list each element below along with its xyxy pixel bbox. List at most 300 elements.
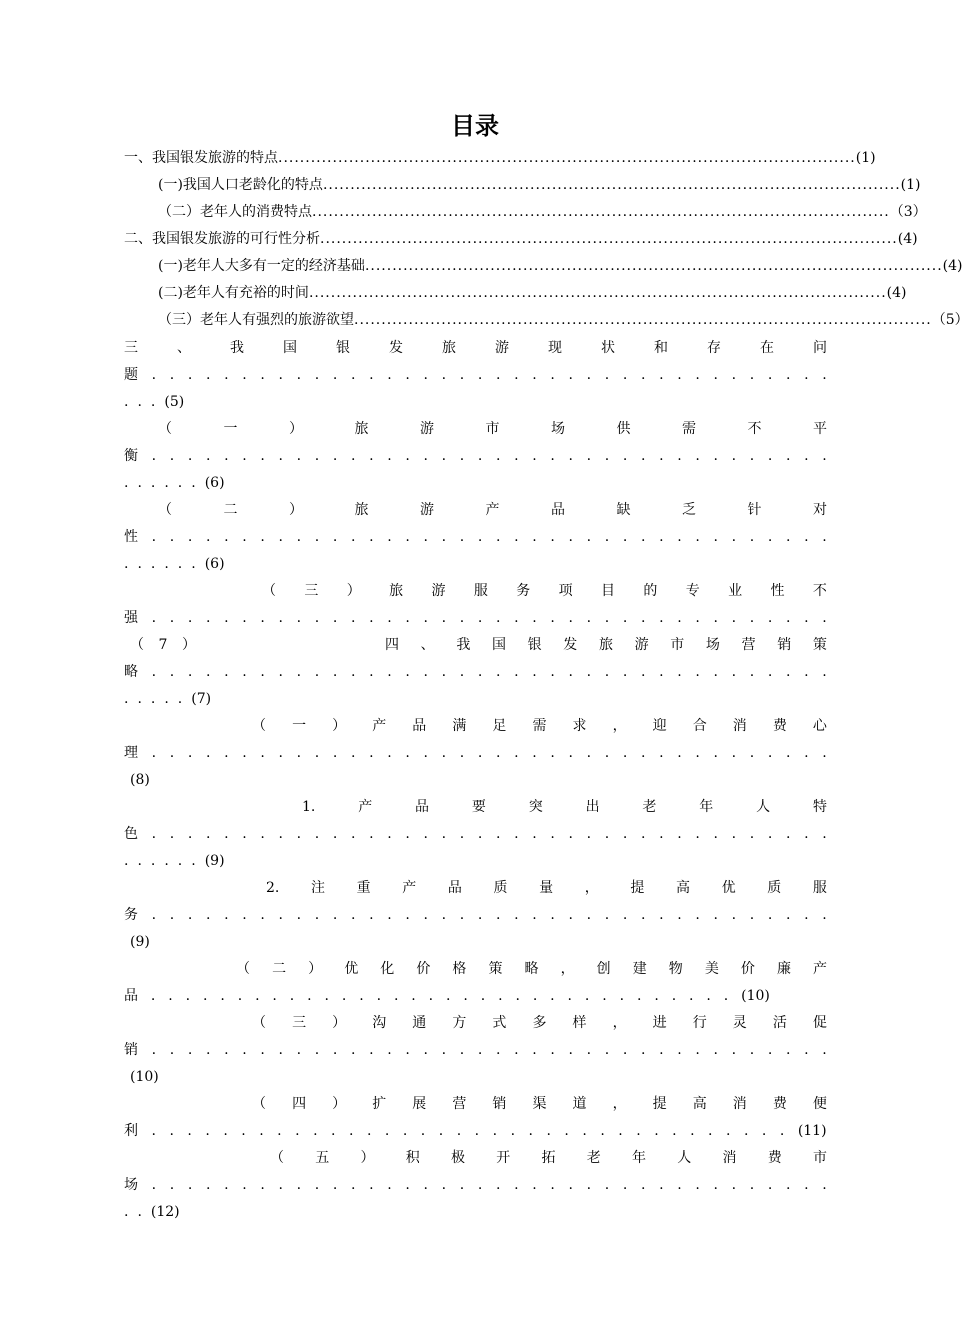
leader-dot: . (242, 448, 247, 464)
toc-entry-spread-line (236, 959, 827, 979)
leader-dot: . (169, 826, 175, 842)
leader-dot: . (278, 448, 283, 464)
toc-dotted-line (124, 824, 827, 844)
leader-dot: . (514, 826, 519, 842)
toc-entry-page: （5） (931, 312, 969, 328)
leader-dot: . (341, 988, 347, 1004)
leader-dot: . (641, 610, 646, 626)
toc-entry-page: (1) (900, 177, 921, 193)
leader-dot: . (202, 988, 208, 1004)
toc-dotted-line (124, 392, 184, 412)
leader-dot: . (260, 826, 265, 842)
leader-dot: . (496, 1177, 501, 1193)
leader-dot: . (804, 745, 809, 761)
leader-dot: . (713, 529, 718, 545)
toc-char: 缺 (616, 502, 631, 518)
leader-dot: . (169, 745, 175, 761)
leader-dot: . (220, 988, 225, 1004)
toc-char: 我 (456, 637, 471, 653)
toc-char: 7 (158, 637, 168, 653)
leader-dot: . (441, 907, 447, 923)
leader-dot: . (496, 529, 501, 545)
toc-char: 一 (292, 718, 307, 734)
toc-entry-spread-line (124, 338, 827, 358)
toc-char: 注 (310, 880, 325, 896)
leader-dot: . (278, 1177, 283, 1193)
toc-char: ， (612, 1015, 627, 1031)
leader-dot: . (659, 529, 664, 545)
leader-dot: . (568, 529, 573, 545)
toc-entry-spread-line (252, 1094, 827, 1114)
leader-dot: . (278, 529, 283, 545)
toc-char: 需 (682, 421, 696, 437)
leader-dot: . (550, 610, 555, 626)
leader-dot: . (622, 907, 628, 923)
leader-dot: . (441, 529, 447, 545)
leader-dot: . (351, 1042, 356, 1058)
toc-char: 年 (632, 1150, 646, 1166)
leader-dots: ...... (124, 556, 205, 572)
leader-dot: . (622, 826, 628, 842)
leader-dot: . (731, 1177, 737, 1193)
toc-char: 市 (485, 421, 500, 437)
leader-dot: . (169, 907, 175, 923)
leader-dot: . (151, 907, 157, 923)
toc-char: 项 (558, 583, 573, 599)
leader-dot: . (459, 1042, 465, 1058)
leader-dot: . (749, 745, 755, 761)
toc-entry-page: (10) (741, 988, 770, 1004)
leader-dot: . (586, 664, 592, 680)
toc-char: 四 (385, 637, 399, 653)
leader-dot: . (659, 664, 664, 680)
leader-dot: . (713, 448, 718, 464)
leader-dot: . (713, 367, 718, 383)
toc-char: 美 (704, 961, 719, 977)
leader-dot: . (619, 988, 625, 1004)
toc-dotted-line (124, 662, 827, 682)
leader-dot: . (567, 988, 572, 1004)
leader-dot: . (659, 1042, 664, 1058)
leader-dot: . (804, 367, 809, 383)
leader-dot: . (441, 448, 447, 464)
toc-char: 服 (812, 880, 827, 896)
leader-dot: . (151, 529, 157, 545)
toc-dotted-line (130, 770, 150, 790)
leader-dot: . (459, 826, 465, 842)
leader-dot: . (405, 529, 410, 545)
leader-dot: . (532, 610, 537, 626)
toc-char: 要 (471, 799, 486, 815)
toc-char: 略 (124, 664, 138, 680)
leader-dot: . (423, 529, 428, 545)
leader-dot: . (822, 610, 827, 626)
toc-char: 营 (741, 637, 756, 653)
leader-dot: . (767, 907, 773, 923)
leader-dot: . (402, 1123, 408, 1139)
leader-dot: . (351, 529, 356, 545)
leader-dot: . (713, 1042, 718, 1058)
leader-dot: . (331, 1123, 336, 1139)
leader-dot: . (604, 367, 610, 383)
toc-char: 乏 (682, 502, 696, 518)
toc-char: 旅 (354, 502, 369, 518)
leader-dot: . (636, 1123, 641, 1139)
leader-dot: . (604, 745, 610, 761)
leader-dot: . (550, 529, 555, 545)
toc-char: 银 (336, 340, 350, 356)
toc-char: 品 (551, 502, 565, 518)
leader-dot: . (695, 610, 700, 626)
leader-dot: . (296, 1177, 302, 1193)
leader-dot: . (550, 664, 555, 680)
leader-dot: . (278, 907, 283, 923)
leader-dot: . (786, 1042, 791, 1058)
leader-dot: . (441, 664, 447, 680)
leader-dot: . (151, 610, 157, 626)
toc-char: 渠 (532, 1096, 547, 1112)
toc-char: 产 (372, 718, 387, 734)
leader-dot: . (369, 610, 374, 626)
leader-dot: . (586, 448, 592, 464)
leader-dot: . (622, 664, 628, 680)
leader-dot: . (767, 1042, 773, 1058)
leader-dot: . (568, 664, 573, 680)
toc-dotted-line (124, 554, 225, 574)
toc-char: 品 (447, 880, 462, 896)
toc-char: 利 (124, 1123, 138, 1139)
leader-dot: . (242, 745, 247, 761)
leader-dot: . (515, 988, 520, 1004)
leader-dot: . (351, 367, 356, 383)
leader-dot: . (459, 610, 465, 626)
leader-dot: . (604, 1177, 610, 1193)
leader-dot: . (477, 907, 483, 923)
leader-dot: . (550, 367, 555, 383)
toc-char: 三 (292, 1015, 307, 1031)
leader-dot: . (151, 826, 157, 842)
leader-dots: .......................................................................................................... (354, 312, 932, 328)
leader-dot: . (278, 610, 283, 626)
leader-dot: . (641, 1042, 646, 1058)
toc-char: 老 (586, 1150, 601, 1166)
leader-dot: . (786, 664, 791, 680)
toc-char: 策 (488, 961, 503, 977)
leader-dot: . (804, 1042, 809, 1058)
leader-dots: .......................................................................................................... (312, 204, 890, 220)
leader-dot: . (804, 826, 809, 842)
toc-char: 发 (563, 637, 578, 653)
toc-entry (158, 175, 921, 195)
leader-dot: . (586, 367, 592, 383)
leader-dot: . (206, 664, 211, 680)
toc-dotted-line (130, 1067, 159, 1087)
leader-dot: . (550, 1042, 555, 1058)
leader-dot: . (695, 367, 700, 383)
leader-dot: . (441, 826, 447, 842)
toc-char: 合 (692, 718, 707, 734)
leader-dot: . (405, 1042, 410, 1058)
toc-char: 存 (707, 340, 721, 356)
toc-char: 展 (412, 1096, 427, 1112)
toc-entry-page: (4) (886, 285, 907, 301)
toc-char: 样 (572, 1015, 587, 1031)
leader-dot: . (477, 1042, 483, 1058)
toc-char: 行 (692, 1015, 707, 1031)
leader-dot: . (622, 1042, 628, 1058)
toc-char: 量 (539, 880, 554, 896)
leader-dot: . (514, 745, 519, 761)
leader-dot: . (496, 1042, 501, 1058)
leader-dot: . (654, 1123, 659, 1139)
toc-char: 的 (643, 583, 658, 599)
leader-dot: . (351, 826, 356, 842)
leader-dot: . (405, 610, 410, 626)
toc-char: （ (252, 1096, 266, 1112)
toc-char: 费 (772, 718, 787, 734)
leader-dot: . (296, 1042, 302, 1058)
toc-dotted-line (124, 743, 827, 763)
toc-char: 促 (812, 1015, 827, 1031)
leader-dot: . (761, 1123, 767, 1139)
toc-char: 强 (124, 610, 138, 626)
leader-dot: . (749, 1042, 755, 1058)
leader-dot: . (477, 1177, 483, 1193)
leader-dot: . (641, 664, 646, 680)
leader-dot: . (822, 367, 827, 383)
toc-entry-spread-line (302, 797, 827, 817)
leader-dot: . (369, 448, 374, 464)
leader-dot: . (654, 988, 659, 1004)
leader-dot: . (206, 610, 211, 626)
leader-dot: . (749, 1177, 755, 1193)
leader-dot: . (314, 745, 320, 761)
leader-dot: . (456, 1123, 462, 1139)
leader-dot: . (441, 1177, 447, 1193)
leader-dot: . (224, 367, 229, 383)
toc-char: 产 (402, 880, 417, 896)
toc-char: 开 (496, 1150, 511, 1166)
leader-dot: . (822, 448, 827, 464)
leader-dot: . (749, 367, 755, 383)
leader-dot: . (446, 988, 451, 1004)
leader-dot: . (514, 448, 519, 464)
leader-dot: . (224, 907, 229, 923)
leader-dot: . (296, 826, 302, 842)
leader-dot: . (514, 907, 519, 923)
leader-dot: . (205, 1123, 210, 1139)
leader-dot: . (677, 664, 682, 680)
toc-char: 通 (412, 1015, 427, 1031)
leader-dot: . (496, 745, 501, 761)
toc-char: 迎 (652, 718, 667, 734)
leader-dot: . (731, 745, 737, 761)
toc-char: 建 (632, 961, 647, 977)
leader-dot: . (677, 367, 682, 383)
leader-dot: . (672, 1123, 677, 1139)
leader-dot: . (695, 745, 700, 761)
leader-dot: . (169, 664, 175, 680)
toc-char: 国 (283, 340, 297, 356)
leader-dots: ...... (124, 475, 205, 491)
leader-dot: . (659, 448, 664, 464)
leader-dot: . (622, 1177, 628, 1193)
leader-dot: . (224, 826, 229, 842)
leader-dot: . (568, 1042, 573, 1058)
leader-dot: . (405, 907, 410, 923)
leader-dot: . (151, 367, 157, 383)
toc-char: （ (252, 718, 266, 734)
leader-dot: . (726, 1123, 731, 1139)
toc-dotted-line (124, 1040, 827, 1060)
toc-char: 性 (124, 529, 138, 545)
leader-dot: . (260, 745, 265, 761)
leader-dot: . (463, 988, 468, 1004)
leader-dot: . (242, 1177, 247, 1193)
leader-dot: . (260, 907, 265, 923)
toc-entry-page: (12) (150, 1204, 180, 1220)
leader-dot: . (168, 988, 173, 1004)
toc-entry (158, 256, 963, 276)
leader-dot: . (786, 826, 791, 842)
leader-dot: . (441, 1042, 447, 1058)
leader-dot: . (369, 1042, 374, 1058)
leader-dot: . (206, 826, 211, 842)
leader-dot: . (260, 448, 265, 464)
leader-dot: . (659, 826, 664, 842)
leader-dot: . (278, 1042, 283, 1058)
leader-dot: . (151, 1042, 157, 1058)
leader-dot: . (767, 826, 773, 842)
leader-dot: . (550, 745, 555, 761)
leader-dot: . (296, 529, 302, 545)
leader-dot: . (348, 1123, 354, 1139)
toc-char: （ (270, 1150, 284, 1166)
leader-dot: . (459, 367, 465, 383)
leader-dot: . (224, 529, 229, 545)
leader-dot: . (296, 367, 302, 383)
leader-dot: . (187, 1042, 193, 1058)
toc-char: 务 (516, 583, 531, 599)
toc-dotted-line (124, 1202, 180, 1222)
leader-dot: . (459, 664, 465, 680)
toc-char: 优 (344, 961, 359, 977)
leader-dot: . (405, 745, 410, 761)
leader-dot: . (351, 610, 356, 626)
leader-dot: . (241, 1123, 246, 1139)
leader-dots: .. (124, 1204, 151, 1220)
leader-dot: . (314, 664, 320, 680)
leader-dot: . (713, 1177, 718, 1193)
leader-dot: . (459, 907, 465, 923)
leader-dot: . (185, 988, 191, 1004)
leader-dot: . (532, 664, 537, 680)
toc-char: ， (612, 1096, 627, 1112)
leader-dot: . (420, 1123, 426, 1139)
leader-dot: . (376, 988, 382, 1004)
toc-char: 重 (356, 880, 371, 896)
leader-dot: . (224, 664, 229, 680)
toc-char: 便 (812, 1096, 827, 1112)
leader-dot: . (260, 529, 265, 545)
leader-dot: . (602, 988, 607, 1004)
leader-dot: . (498, 988, 503, 1004)
leader-dot: . (677, 826, 682, 842)
leader-dot: . (604, 826, 610, 842)
toc-char: 格 (452, 961, 467, 977)
toc-char: ） (332, 718, 347, 734)
leader-dot: . (550, 907, 555, 923)
toc-char: 银 (527, 637, 542, 653)
leader-dot: . (296, 907, 302, 923)
leader-dots: .......................................................................................................... (322, 177, 901, 193)
leader-dot: . (586, 1042, 592, 1058)
leader-dot: . (423, 907, 428, 923)
toc-char: 平 (813, 421, 827, 437)
toc-char: 价 (416, 961, 431, 977)
toc-entry-page: (11) (797, 1123, 827, 1139)
toc-char: 理 (124, 745, 138, 761)
toc-char: 质 (767, 880, 782, 896)
leader-dot: . (187, 610, 193, 626)
leader-dot: . (731, 367, 737, 383)
toc-char: 人 (677, 1150, 692, 1166)
leader-dot: . (237, 988, 243, 1004)
toc-char: 式 (492, 1015, 507, 1031)
leader-dot: . (260, 367, 265, 383)
leader-dot: . (528, 1123, 533, 1139)
leader-dot: . (532, 907, 537, 923)
toc-char: 市 (670, 637, 685, 653)
leader-dot: . (532, 745, 537, 761)
leader-dot: . (369, 367, 374, 383)
toc-char: 费 (767, 1150, 782, 1166)
toc-char: 价 (740, 961, 755, 977)
toc-entry-page: (1) (855, 150, 876, 166)
toc-dotted-line (124, 1175, 827, 1195)
leader-dot: . (260, 664, 265, 680)
leader-dot: . (677, 610, 682, 626)
leader-dot: . (550, 826, 555, 842)
leader-dot: . (459, 1177, 465, 1193)
toc-char: （ (158, 421, 172, 437)
toc-entry-page: (6) (204, 556, 225, 572)
leader-dot: . (151, 664, 157, 680)
leader-dot: . (206, 907, 211, 923)
leader-dot: . (387, 610, 392, 626)
leader-dot: . (723, 988, 729, 1004)
toc-char: ） (308, 961, 323, 977)
leader-dot: . (582, 1123, 587, 1139)
leader-dot: . (731, 610, 737, 626)
leader-dot: . (187, 1177, 193, 1193)
leader-dot: . (708, 1123, 713, 1139)
toc-char: 不 (747, 421, 762, 437)
toc-char: 三 (124, 340, 138, 356)
leader-dot: . (767, 448, 773, 464)
toc-entry-page: (8) (130, 772, 150, 788)
toc-entry-spread-line (158, 419, 827, 439)
leader-dot: . (622, 367, 628, 383)
leader-dot: . (480, 988, 486, 1004)
toc-char: 旅 (442, 340, 456, 356)
toc-char: 提 (652, 1096, 667, 1112)
leader-dot: . (568, 907, 573, 923)
toc-char: ， (560, 961, 575, 977)
leader-dot: . (387, 1177, 392, 1193)
toc-dotted-line (130, 932, 150, 952)
leader-dot: . (423, 1177, 428, 1193)
